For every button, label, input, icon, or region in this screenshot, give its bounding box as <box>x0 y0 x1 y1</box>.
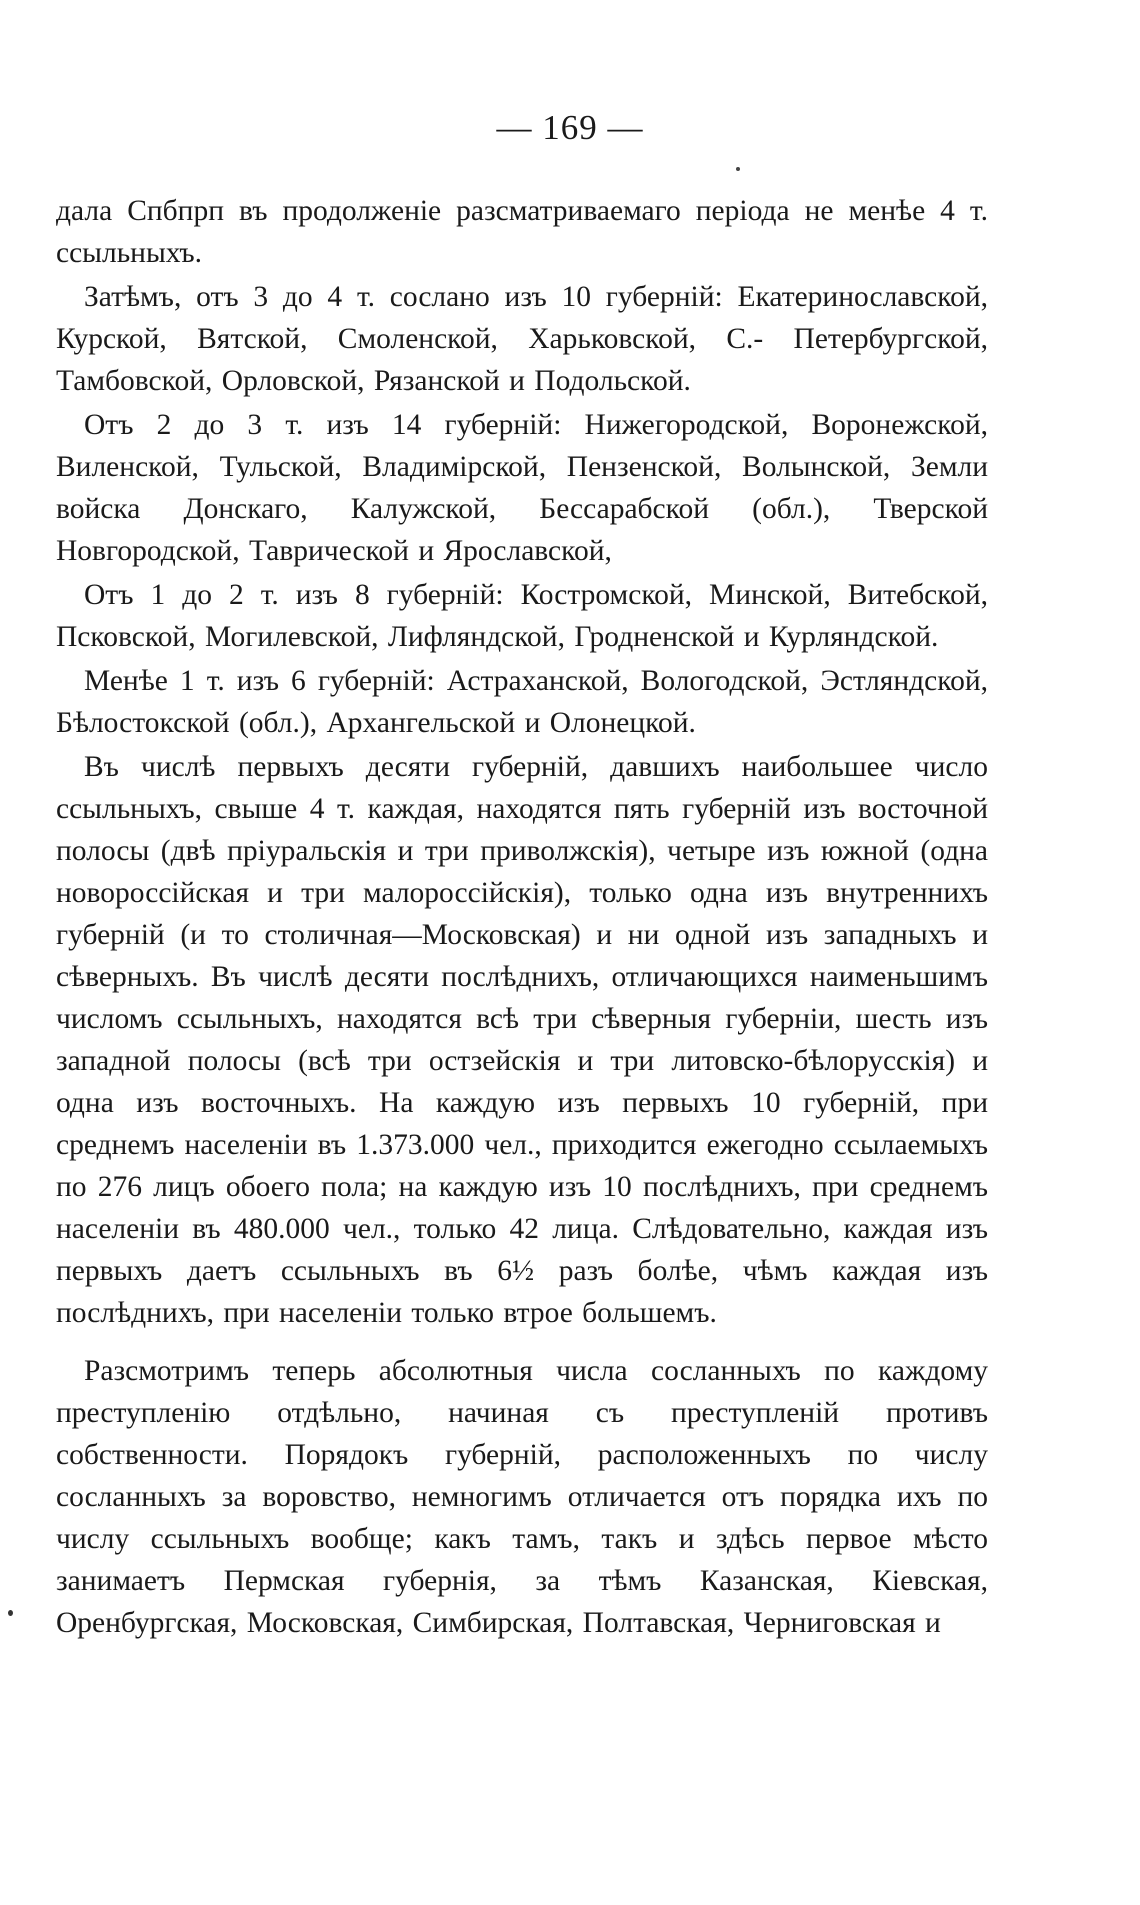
paragraph-crimes-property: Разсмотримъ теперь абсолютныя числа сосланныхъ по каждому преступленію отдѣльно, начиная съ преступленій противъ собственности. Порядокъ губерній, расположенныхъ по числу сосланныхъ за воровство, немногимъ отличается отъ порядка ихъ по числу ссыльныхъ вообще; какъ тамъ, такъ и здѣсь первое мѣсто занимаетъ Пермская губернія, за тѣмъ Казанская, Кіевская, Оренбургская, Московская, Симбирская, Полтавская, Черниговская и <box>56 1355 988 1639</box>
paragraph-3-4-thousand: Затѣмъ, отъ 3 до 4 т. сослано изъ 10 губерній: Екатеринославской, Курской, Вятской, Смоленской, Харьковской, С.- Петербургской, Тамбовской, Орловской, Рязанской и Подольской. <box>56 281 988 397</box>
ink-speck <box>736 167 740 171</box>
paragraph-less-1-thousand: Менѣе 1 т. изъ 6 губерній: Астраханской, Вологодской, Эстляндской, Бѣлостокской (обл.), Архангельской и Олонецкой. <box>56 665 988 739</box>
body-text <box>56 190 988 1644</box>
paragraph-1-2-thousand: Отъ 1 до 2 т. изъ 8 губерній: Костромской, Минской, Витебской, Псковской, Могилевской, Лифляндской, Гродненской и Курляндской. <box>56 579 988 653</box>
margin-mark <box>8 1610 13 1616</box>
page-number: — 169 — <box>496 108 644 147</box>
paragraph-2-3-thousand: Отъ 2 до 3 т. изъ 14 губерній: Нижегородской, Воронежской, Виленской, Тульской, Владимірской, Пензенской, Волынской, Земли войска Донскаго, Калужской, Бессарабской (обл.), Тверской Новгородской, Таврической и Ярославской, <box>56 409 988 567</box>
paragraph-first-ten-analysis: Въ числѣ первыхъ десяти губерній, давшихъ наибольшее число ссыльныхъ, свыше 4 т. каждая, находятся пять губерній изъ восточной полосы (двѣ пріуральскія и три приволжскія), четыре изъ южной (одна новороссійская и три малороссійскія), только одна изъ внутреннихъ губерній (и то столичная—Московская) и ни одной изъ западныхъ и сѣверныхъ. Въ числѣ десяти послѣднихъ, отличающихся наименьшимъ числомъ ссыльныхъ, находятся всѣ три сѣверныя губерніи, шесть изъ западной полосы (всѣ три остзейскія и три литовско-бѣлорусскія) и одна изъ восточныхъ. На каждую изъ первыхъ 10 губерній, при среднемъ населеніи въ 1.373.000 чел., приходится ежегодно ссылаемыхъ по 276 лицъ обоего пола; на каждую изъ 10 послѣднихъ, при среднемъ населеніи въ 480.000 чел., только 42 лица. Слѣдовательно, каждая изъ первыхъ даетъ ссыльныхъ въ 6½ разъ болѣе, чѣмъ каждая изъ послѣднихъ, при населеніи только втрое большемъ. <box>56 751 988 1329</box>
paragraph-continuation: дала Спбпрп въ продолженіе разсматриваемаго періода не менѣе 4 т. ссыльныхъ. <box>56 195 988 269</box>
